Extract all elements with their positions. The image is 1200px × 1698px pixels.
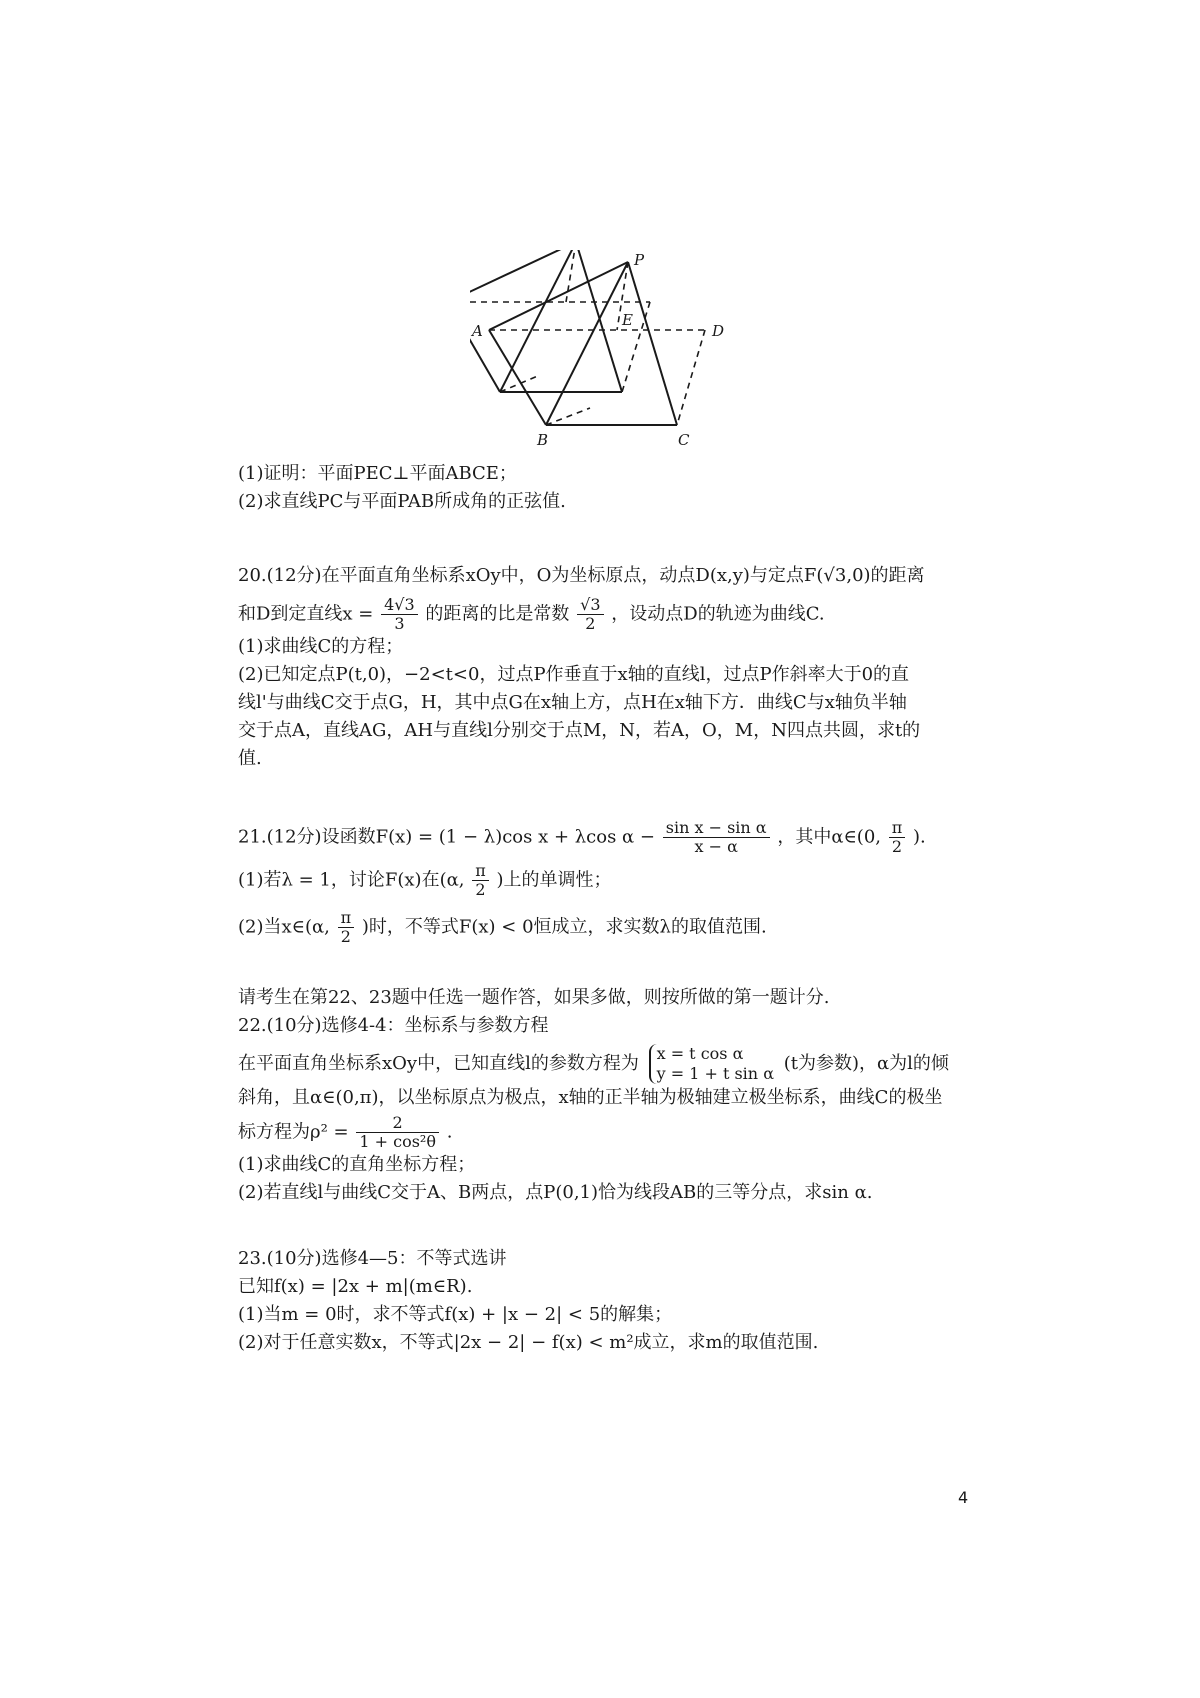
- frac-denominator: 2: [585, 614, 596, 633]
- q20-fraction-root3-over-2: [577, 596, 603, 633]
- q23-part1: (1)当m = 0时，求不等式f(x) + |x − 2| < 5的解集；: [238, 1304, 673, 1325]
- frac-denominator: x − α: [694, 837, 738, 856]
- vertex-label-A: A: [472, 322, 483, 340]
- q21-part2-a: (2)当x∈(α,: [238, 916, 330, 938]
- q22-line1-a: 在平面直角坐标系xOy中，已知直线l的参数方程为: [238, 1053, 639, 1074]
- q23-part2: (2)对于任意实数x，不等式|2x − 2| − f(x) < m²成立，求m的取值范围.: [238, 1332, 819, 1353]
- pyramid-figure: [470, 250, 730, 450]
- vertex-label-D: D: [712, 322, 725, 340]
- q20-part1: (1)求曲线C的方程；: [238, 636, 404, 657]
- q21-part1-pi-over-2: [472, 862, 489, 899]
- q21-line1: [238, 819, 978, 856]
- frac-denominator: 2: [475, 880, 486, 899]
- frac-numerator: π: [889, 819, 906, 838]
- q20-fraction-4root3-over-3: [381, 596, 418, 633]
- frac-denominator: 2: [340, 927, 351, 946]
- q21-part2-b: )时，不等式F(x) < 0恒成立，求实数λ的取值范围.: [361, 916, 767, 938]
- notice: 请考生在第22、23题中任选一题作答，如果多做，则按所做的第一题计分.: [238, 987, 830, 1008]
- q21-part2-pi-over-2: [338, 909, 355, 946]
- q21-part2: [238, 909, 978, 946]
- frac-numerator: √3: [577, 596, 603, 615]
- q20-part2-line1: (2)已知定点P(t,0)，−2<t<0，过点P作垂直于x轴的直线l，过点P作斜率大于0的直: [238, 664, 910, 685]
- q22-polar-fraction: [356, 1114, 439, 1151]
- frac-numerator: 4√3: [381, 596, 418, 615]
- q22-title: 22.(10分)选修4-4：坐标系与参数方程: [238, 1015, 549, 1036]
- q22-line1: [238, 1044, 978, 1084]
- q20-line2-c: ，设动点D的轨迹为曲线C.: [611, 603, 825, 625]
- vertex-label-C: C: [678, 431, 690, 449]
- q22-line3-b: .: [446, 1121, 453, 1143]
- q21-pi-over-2: [889, 819, 906, 856]
- q21-part1: [238, 862, 978, 899]
- param-eq-y: y = 1 + t sin α: [656, 1064, 774, 1083]
- q21-line1-a: 21.(12分)设函数F(x) = (1 − λ)cos x + λcos α −: [238, 826, 656, 848]
- page-number: 4: [958, 1488, 969, 1507]
- frac-numerator: π: [472, 862, 489, 881]
- q22-line2: 斜角，且α∈(0,π)，以坐标原点为极点，x轴的正半轴为极轴建立极坐标系，曲线C的极坐: [238, 1087, 943, 1108]
- vertex-label-B: B: [537, 431, 549, 449]
- edge-DC-dashed: [622, 302, 650, 392]
- question-content: [238, 460, 978, 1357]
- frac-denominator: 2: [891, 837, 903, 856]
- frac-numerator: π: [338, 909, 355, 928]
- vertex-label-E: E: [622, 311, 633, 329]
- q20-part2-line4: 值.: [238, 748, 262, 769]
- edge-BE-dashed: [500, 375, 540, 392]
- q21-line1-c: ).: [913, 826, 926, 848]
- q22-line1-b: (t为参数)，α为l的倾: [783, 1053, 949, 1074]
- q19-part1: (1)证明：平面PEC⊥平面ABCE；: [238, 463, 517, 484]
- q22-part1: (1)求曲线C的直角坐标方程；: [238, 1154, 476, 1175]
- param-eq-x: x = t cos α: [656, 1044, 744, 1063]
- edge-AB: [470, 302, 500, 392]
- frac-denominator: 1 + cos²θ: [359, 1132, 436, 1151]
- edge-PA: [470, 250, 576, 302]
- q23-line1: 已知f(x) = |2x + m|(m∈R).: [238, 1276, 473, 1297]
- q21-part1-b: )上的单调性；: [496, 869, 612, 891]
- q21-fraction: [663, 819, 770, 856]
- q20-line2-b: 的距离的比是常数: [425, 603, 570, 625]
- q21-part1-a: (1)若λ = 1，讨论F(x)在(α,: [238, 869, 465, 891]
- q22-part2: (2)若直线l与曲线C交于A、B两点，点P(0,1)恰为线段AB的三等分点，求sin α.: [238, 1182, 873, 1203]
- vertex-label-P: P: [634, 251, 645, 269]
- q19-part2: (2)求直线PC与平面PAB所成角的正弦值.: [238, 491, 566, 512]
- q22-parametric-system: [649, 1044, 774, 1084]
- q22-line3-a: 标方程为ρ² =: [238, 1121, 349, 1143]
- frac-numerator: 2: [356, 1114, 439, 1133]
- frac-numerator: sin x − sin α: [663, 819, 770, 838]
- q20-line1: 20.(12分)在平面直角坐标系xOy中，O为坐标原点，动点D(x,y)与定点F(√3,0)的距离: [238, 565, 925, 586]
- frac-denominator: 3: [394, 614, 405, 633]
- q20-part2-line2: 线l'与曲线C交于点G，H，其中点G在x轴上方，点H在x轴下方．曲线C与x轴负半轴: [238, 692, 907, 713]
- edge-PC: [576, 250, 622, 392]
- q23-title: 23.(10分)选修4—5：不等式选讲: [238, 1248, 507, 1269]
- q20-part2-line3: 交于点A，直线AG，AH与直线l分别交于点M，N，若A，O，M，N四点共圆，求t的: [238, 720, 921, 741]
- q20-line2-a: 和D到定直线x =: [238, 603, 374, 625]
- q20-line2: [238, 596, 978, 633]
- q22-line3: [238, 1114, 978, 1151]
- q21-line1-b: ，其中α∈(0,: [777, 826, 882, 848]
